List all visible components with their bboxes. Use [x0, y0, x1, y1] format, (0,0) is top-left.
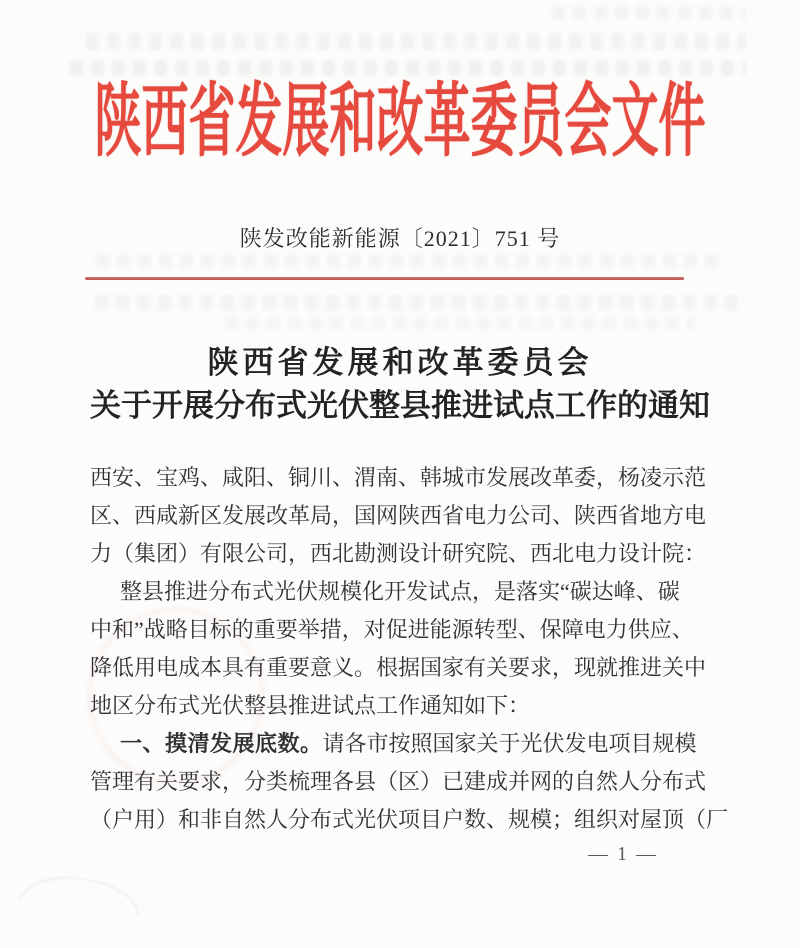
document-body [90, 459, 729, 839]
bleedthrough-artifact [96, 254, 726, 268]
addressee-line: 区、西咸新区发展改革局，国网陕西省电力公司、陕西省地方电 [90, 503, 707, 528]
section-heading: 一、摸清发展底数。 [120, 731, 323, 756]
bleedthrough-artifact [552, 6, 746, 19]
bleedthrough-artifact [70, 60, 746, 76]
body-line: 管理有关要求，分类梳理各县（区）已建成并网的自然人分布式 [90, 769, 707, 794]
agency-header-title: 陕西省发展和改革委员会文件 [94, 78, 706, 168]
body-line-text: 请各市按照国家关于光伏发电项目规模 [322, 731, 697, 756]
document-title [0, 341, 800, 427]
bleedthrough-artifact [225, 317, 695, 330]
title-line-1: 陕西省发展和改革委员会 [207, 345, 593, 380]
body-line: 中和”战略目标的重要举措，对促进能源转型、保障电力供应、 [90, 617, 694, 642]
body-line-with-heading [90, 725, 718, 763]
body-line: 整县推进分布式光伏规模化开发试点，是落实“碳达峰、碳 [120, 579, 680, 604]
document-number: 陕发改能新能源〔2021〕751 号 [239, 226, 561, 251]
title-line-2: 关于开展分布式光伏整县推进试点工作的通知 [90, 388, 710, 423]
page-number: — 1 — [588, 843, 658, 865]
body-line: 地区分布式光伏整县推进试点工作通知如下： [90, 693, 531, 718]
body-line: 降低用电成本具有重要意义。根据国家有关要求，现就推进关中 [90, 655, 707, 680]
bleedthrough-artifact [86, 33, 746, 50]
red-divider-line [85, 277, 684, 280]
addressee-line: 力（集团）有限公司，西北勘测设计研究院、西北电力设计院： [90, 541, 707, 566]
addressee-line: 西安、宝鸡、咸阳、铜川、渭南、韩城市发展改革委，杨凌示范 [90, 465, 707, 490]
scan-artifact [14, 870, 144, 948]
bleedthrough-artifact [95, 295, 745, 310]
body-line: （户用）和非自然人分布式光伏项目户数、规模；组织对屋顶（厂 [90, 807, 729, 832]
